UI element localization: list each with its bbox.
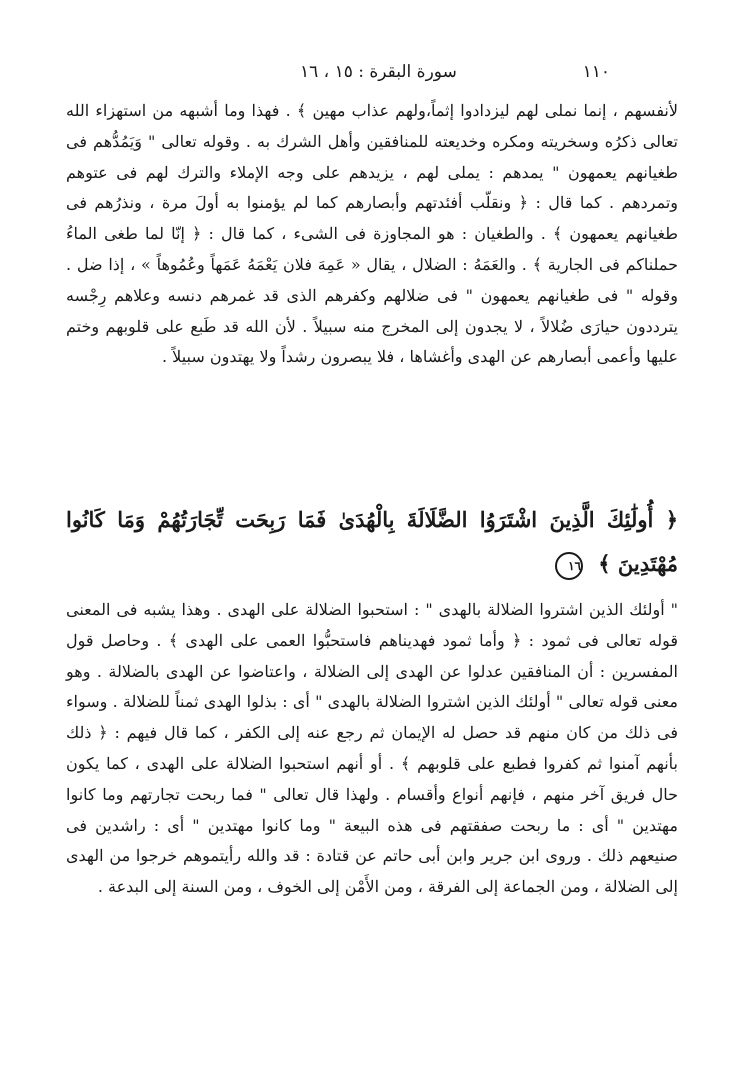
page-number: ١١٠ [582,62,610,82]
page-header [0,62,733,88]
commentary-paragraph-1 [66,96,678,373]
commentary-paragraph-2 [66,595,678,903]
running-title: سورة البقرة : ١٥ ، ١٦ [300,62,457,82]
commentary-text: " أولئك الذين اشتروا الضلالة بالهدى " : استحبوا الضلالة على الهدى . وهذا يشبه فى المعنى قوله تعالى فى ثمود : ﴿ وأما ثمود فهديناهم فاستحبُّوا العمى على الهدى ﴾ . وحاصل قول المفسرين : أن المنافقين عدلوا عن الهدى إلى الضلالة ، واعتاضوا عن الهدى بالضلالة . وهو معنى قوله تعالى " أولئك الذين اشتروا الضلالة بالهدى " أى : بذلوا الهدى ثمناً للضلالة . وسواء فى ذلك من كان منهم قد حصل له الإيمان ثم رجع عنه إلى الكفر ، كما قال فيهم : ﴿ ذلك بأنهم آمنوا ثم كفروا فطبع على قلوبهم ﴾ . أو أنهم استحبوا الضلالة على الهدى ، كما يكون حال فريق آخر منهم ، فإنهم أنواع وأقسام . ولهذا قال تعالى " فما ربحت تجارتهم وما كانوا مهتدين " أى : ما ربحت صفقتهم فى هذه البيعة " وما كانوا مهتدين " أى : راشدين فى صنيعهم ذلك . وروى ابن جرير وابن أبى حاتم عن قتادة : قد والله رأيتموهم خرجوا من الهدى إلى الضلالة ، ومن الجماعة إلى الفرقة ، ومن الأَمْن إلى الخوف ، ومن السنة إلى البدعة . [66,600,679,897]
quran-verse [66,498,678,586]
verse-text: ﴿ أُولَٰئِكَ الَّذِينَ اشْتَرَوُا الضَّلَالَةَ بِالْهُدَىٰ فَمَا رَبِحَت تِّجَارَتُهُمْ وَمَا كَانُوا مُهْتَدِينَ ﴾ [66,507,678,576]
commentary-text: لأنفسهم ، إنما نملى لهم ليزدادوا إثماً،ولهم عذاب مهين ﴾ . فهذا وما أشبهه من استهزاء الله تعالى ذكرُه وسخريته ومكره وخديعته للمنافقين وأهل الشرك به . وقوله تعالى " وَيَمُدُّهم فى طغيانهم يعمهون " يمدهم : يملى لهم ، يزيدهم على وجه الإملاء والترك لهم فى عتوهم وتمردهم . كما قال : ﴿ ونقلّب أفئدتهم وأبصارهم كما لم يؤمنوا به أولَ مرة ، ونذرُهم فى طغيانهم يعمهون ﴾ . والطغيان : هو المجاوزة فى الشىء ، كما قال : ﴿ إنّا لما طغى الماءُ حملناكم فى الجارية ﴾ . والعَمَهُ : الضلال ، يقال « عَمِهَ فلان يَعْمَهُ عَمَهاً وعُمُوهاً » ، إذا ضل . وقوله " فى طغيانهم يعمهون " فى ضلالهم وكفرهم الذى قد غمرهم دنسه وعلاهم رِجْسه يترددون حيارَى ضُلالاً ، لا يجدون إلى المخرج منه سبيلاً . لأن الله قد طَبع على قلوبهم وختم عليها وأعمى أبصارهم عن الهدى وأغشاها ، فلا يبصرون رشداً ولا يهتدون سبيلاً . [66,101,678,367]
verse-number-medallion: ١٦ [555,552,583,580]
